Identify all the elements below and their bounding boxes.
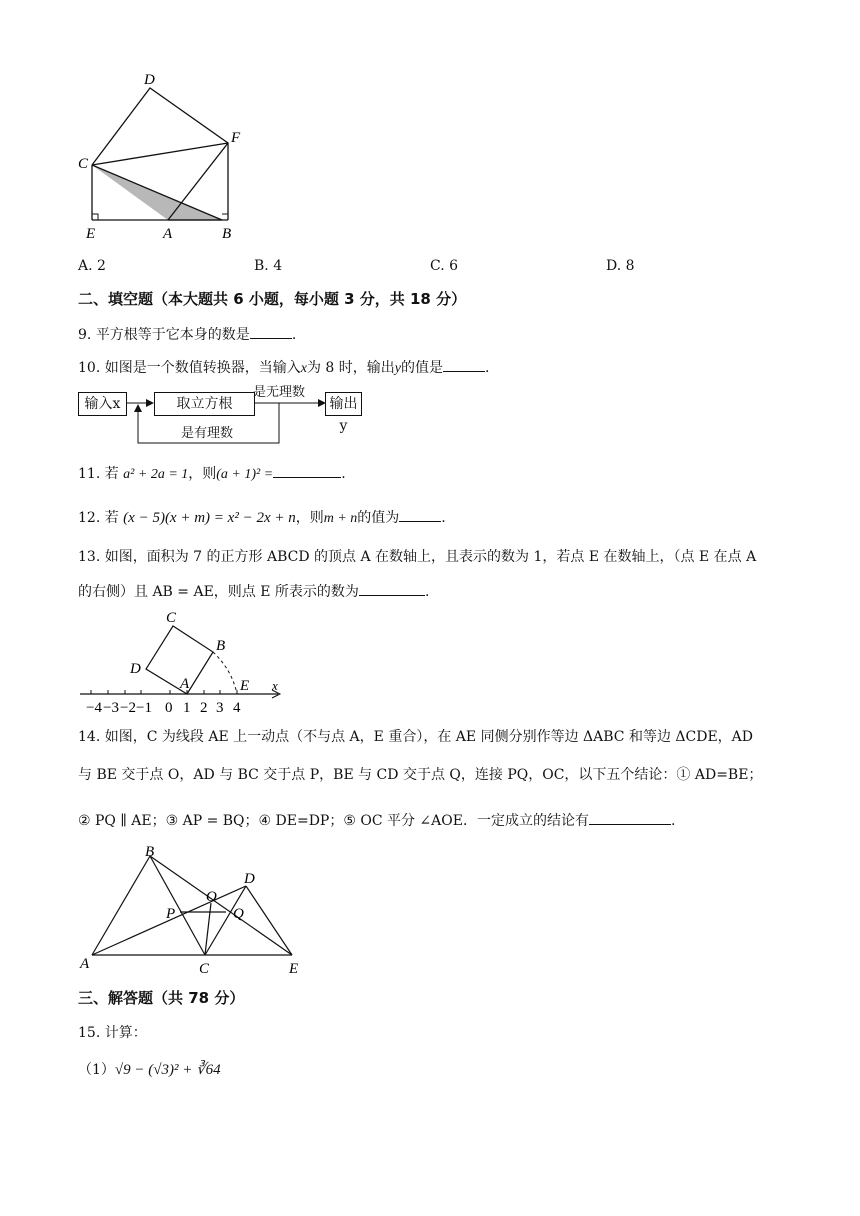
q13-label-a: A xyxy=(180,676,190,692)
q14-label-a: A xyxy=(80,956,90,972)
q13-label-d: D xyxy=(130,661,141,677)
tick-neg4: −4 xyxy=(86,700,102,716)
q12-expr: (x − 5)(x + m) = x² − 2x + n xyxy=(123,510,296,526)
q15-text: 计算： xyxy=(104,1025,147,1041)
q9-number: 9. xyxy=(78,327,92,343)
q14-figure xyxy=(76,840,310,978)
flow-input-box xyxy=(78,392,127,416)
q13-line2: 的右侧）且 AB = AE，则点 E 所表示的数为 xyxy=(78,584,359,600)
q10-text-c: 的值是 xyxy=(400,360,443,376)
question-10 xyxy=(78,357,489,379)
q12-expr2: m + n xyxy=(323,511,358,526)
q8-figure xyxy=(72,62,252,244)
q8-option-d: D. 8 xyxy=(606,258,635,274)
q12-blank xyxy=(399,507,441,522)
flow-irrational-label: 是无理数 xyxy=(253,385,306,400)
q13-blank xyxy=(359,581,425,596)
label-f: F xyxy=(231,130,241,146)
flow-output-label: 输出y xyxy=(329,396,358,434)
tick-1: 1 xyxy=(183,700,191,716)
q14-label-q: Q xyxy=(233,906,244,922)
q14-end: . xyxy=(670,813,676,829)
q13-label-c: C xyxy=(166,610,177,626)
q10-y: y xyxy=(394,361,401,376)
label-a: A xyxy=(163,226,173,242)
q12-text-c: 的值为 xyxy=(357,510,400,526)
q8-option-c: C. 6 xyxy=(430,258,459,274)
flow-output-box xyxy=(325,392,362,434)
q9-text: 平方根等于它本身的数是 xyxy=(95,327,250,343)
q14-label-d: D xyxy=(244,871,255,887)
q12-text-a: 若 xyxy=(104,510,119,526)
q9-end: . xyxy=(291,327,297,343)
q14-blank xyxy=(589,810,671,825)
q13-figure xyxy=(76,604,286,716)
q11-expr2: (a + 1)² = xyxy=(216,467,274,482)
q13-label-e: E xyxy=(240,678,250,694)
q10-blank xyxy=(443,357,485,372)
flow-rational-label: 是有理数 xyxy=(181,426,234,441)
q13-number: 13. xyxy=(78,549,101,565)
question-13-line-2 xyxy=(78,581,429,602)
q10-x: x xyxy=(300,361,307,376)
q12-end: . xyxy=(441,510,446,526)
tick-2: 2 xyxy=(200,700,208,716)
q8-option-b: B. 4 xyxy=(254,258,283,274)
q10-end: . xyxy=(484,360,490,376)
question-14-line-3 xyxy=(78,810,675,831)
tick-neg3: −3 xyxy=(103,700,119,716)
q8-option-a: A. 2 xyxy=(78,258,106,274)
section-2-title: 二、填空题（本大题共 6 小题，每小题 3 分，共 18 分） xyxy=(78,290,467,308)
question-15 xyxy=(78,1023,147,1043)
q13-label-b: B xyxy=(216,638,226,654)
flow-input-label: 输入x xyxy=(84,396,121,412)
flow-op-label: 取立方根 xyxy=(176,396,233,412)
q13-end: . xyxy=(424,584,430,600)
q11-text-b: ，则 xyxy=(188,466,217,482)
q14-label-o: O xyxy=(206,889,217,905)
q15-part1-expr: √9 − (√3)² + ∛64 xyxy=(114,1062,221,1078)
question-11 xyxy=(78,463,346,485)
q12-number: 12. xyxy=(78,510,101,526)
q14-line2: 与 BE 交于点 O，AD 与 BC 交于点 P，BE 与 CD 交于点 Q，连接 PQ，OC，以下五个结论：① AD=BE； xyxy=(78,767,763,783)
tick-neg2: −2 xyxy=(120,700,136,716)
question-14-line-2 xyxy=(78,765,762,785)
question-14-line-1 xyxy=(78,727,753,747)
q15-part-1 xyxy=(78,1060,221,1080)
q14-number: 14. xyxy=(78,729,101,745)
question-12 xyxy=(78,507,446,529)
q11-end: . xyxy=(341,466,346,482)
q14-line3: ② PQ ∥ AE；③ AP = BQ；④ DE=DP；⑤ OC 平分 ∠AOE．一定成立的结论有 xyxy=(78,813,589,829)
q11-expr: a² + 2a = 1 xyxy=(123,467,189,482)
q13-line1: 如图，面积为 7 的正方形 ABCD 的顶点 A 在数轴上，且表示的数为 1，若点 E 在数轴上，（点 E 在点 A xyxy=(104,549,757,565)
q12-text-b: ，则 xyxy=(295,510,324,526)
q15-part1-label: （1） xyxy=(78,1062,115,1078)
question-13-line-1 xyxy=(78,547,756,567)
tick-3: 3 xyxy=(216,700,224,716)
q11-text-a: 若 xyxy=(104,466,119,482)
q11-number: 11. xyxy=(78,466,101,482)
tick-4: 4 xyxy=(233,700,241,716)
q14-label-c: C xyxy=(199,961,210,977)
flow-op-box xyxy=(154,392,255,416)
label-c: C xyxy=(78,156,89,172)
q14-label-e: E xyxy=(289,961,299,977)
q14-line1: 如图，C 为线段 AE 上一动点（不与点 A，E 重合），在 AE 同侧分别作等边 ΔABC 和等边 ΔCDE，AD xyxy=(104,729,754,745)
q9-blank xyxy=(250,324,292,339)
q14-label-p: P xyxy=(166,906,176,922)
label-e: E xyxy=(86,226,96,242)
q10-number: 10. xyxy=(78,360,101,376)
tick-0: 0 xyxy=(165,700,173,716)
q15-number: 15. xyxy=(78,1025,101,1041)
label-b: B xyxy=(222,226,232,242)
q14-label-b: B xyxy=(145,844,155,860)
q10-text-b: 为 8 时，输出 xyxy=(306,360,395,376)
label-d: D xyxy=(144,72,155,88)
question-9 xyxy=(78,324,296,345)
q10-text-a: 如图是一个数值转换器，当输入 xyxy=(104,360,301,376)
q11-blank xyxy=(273,463,341,478)
q13-label-x: x xyxy=(272,678,278,693)
tick-neg1: −1 xyxy=(136,700,152,716)
section-3-title: 三、解答题（共 78 分） xyxy=(78,989,245,1007)
